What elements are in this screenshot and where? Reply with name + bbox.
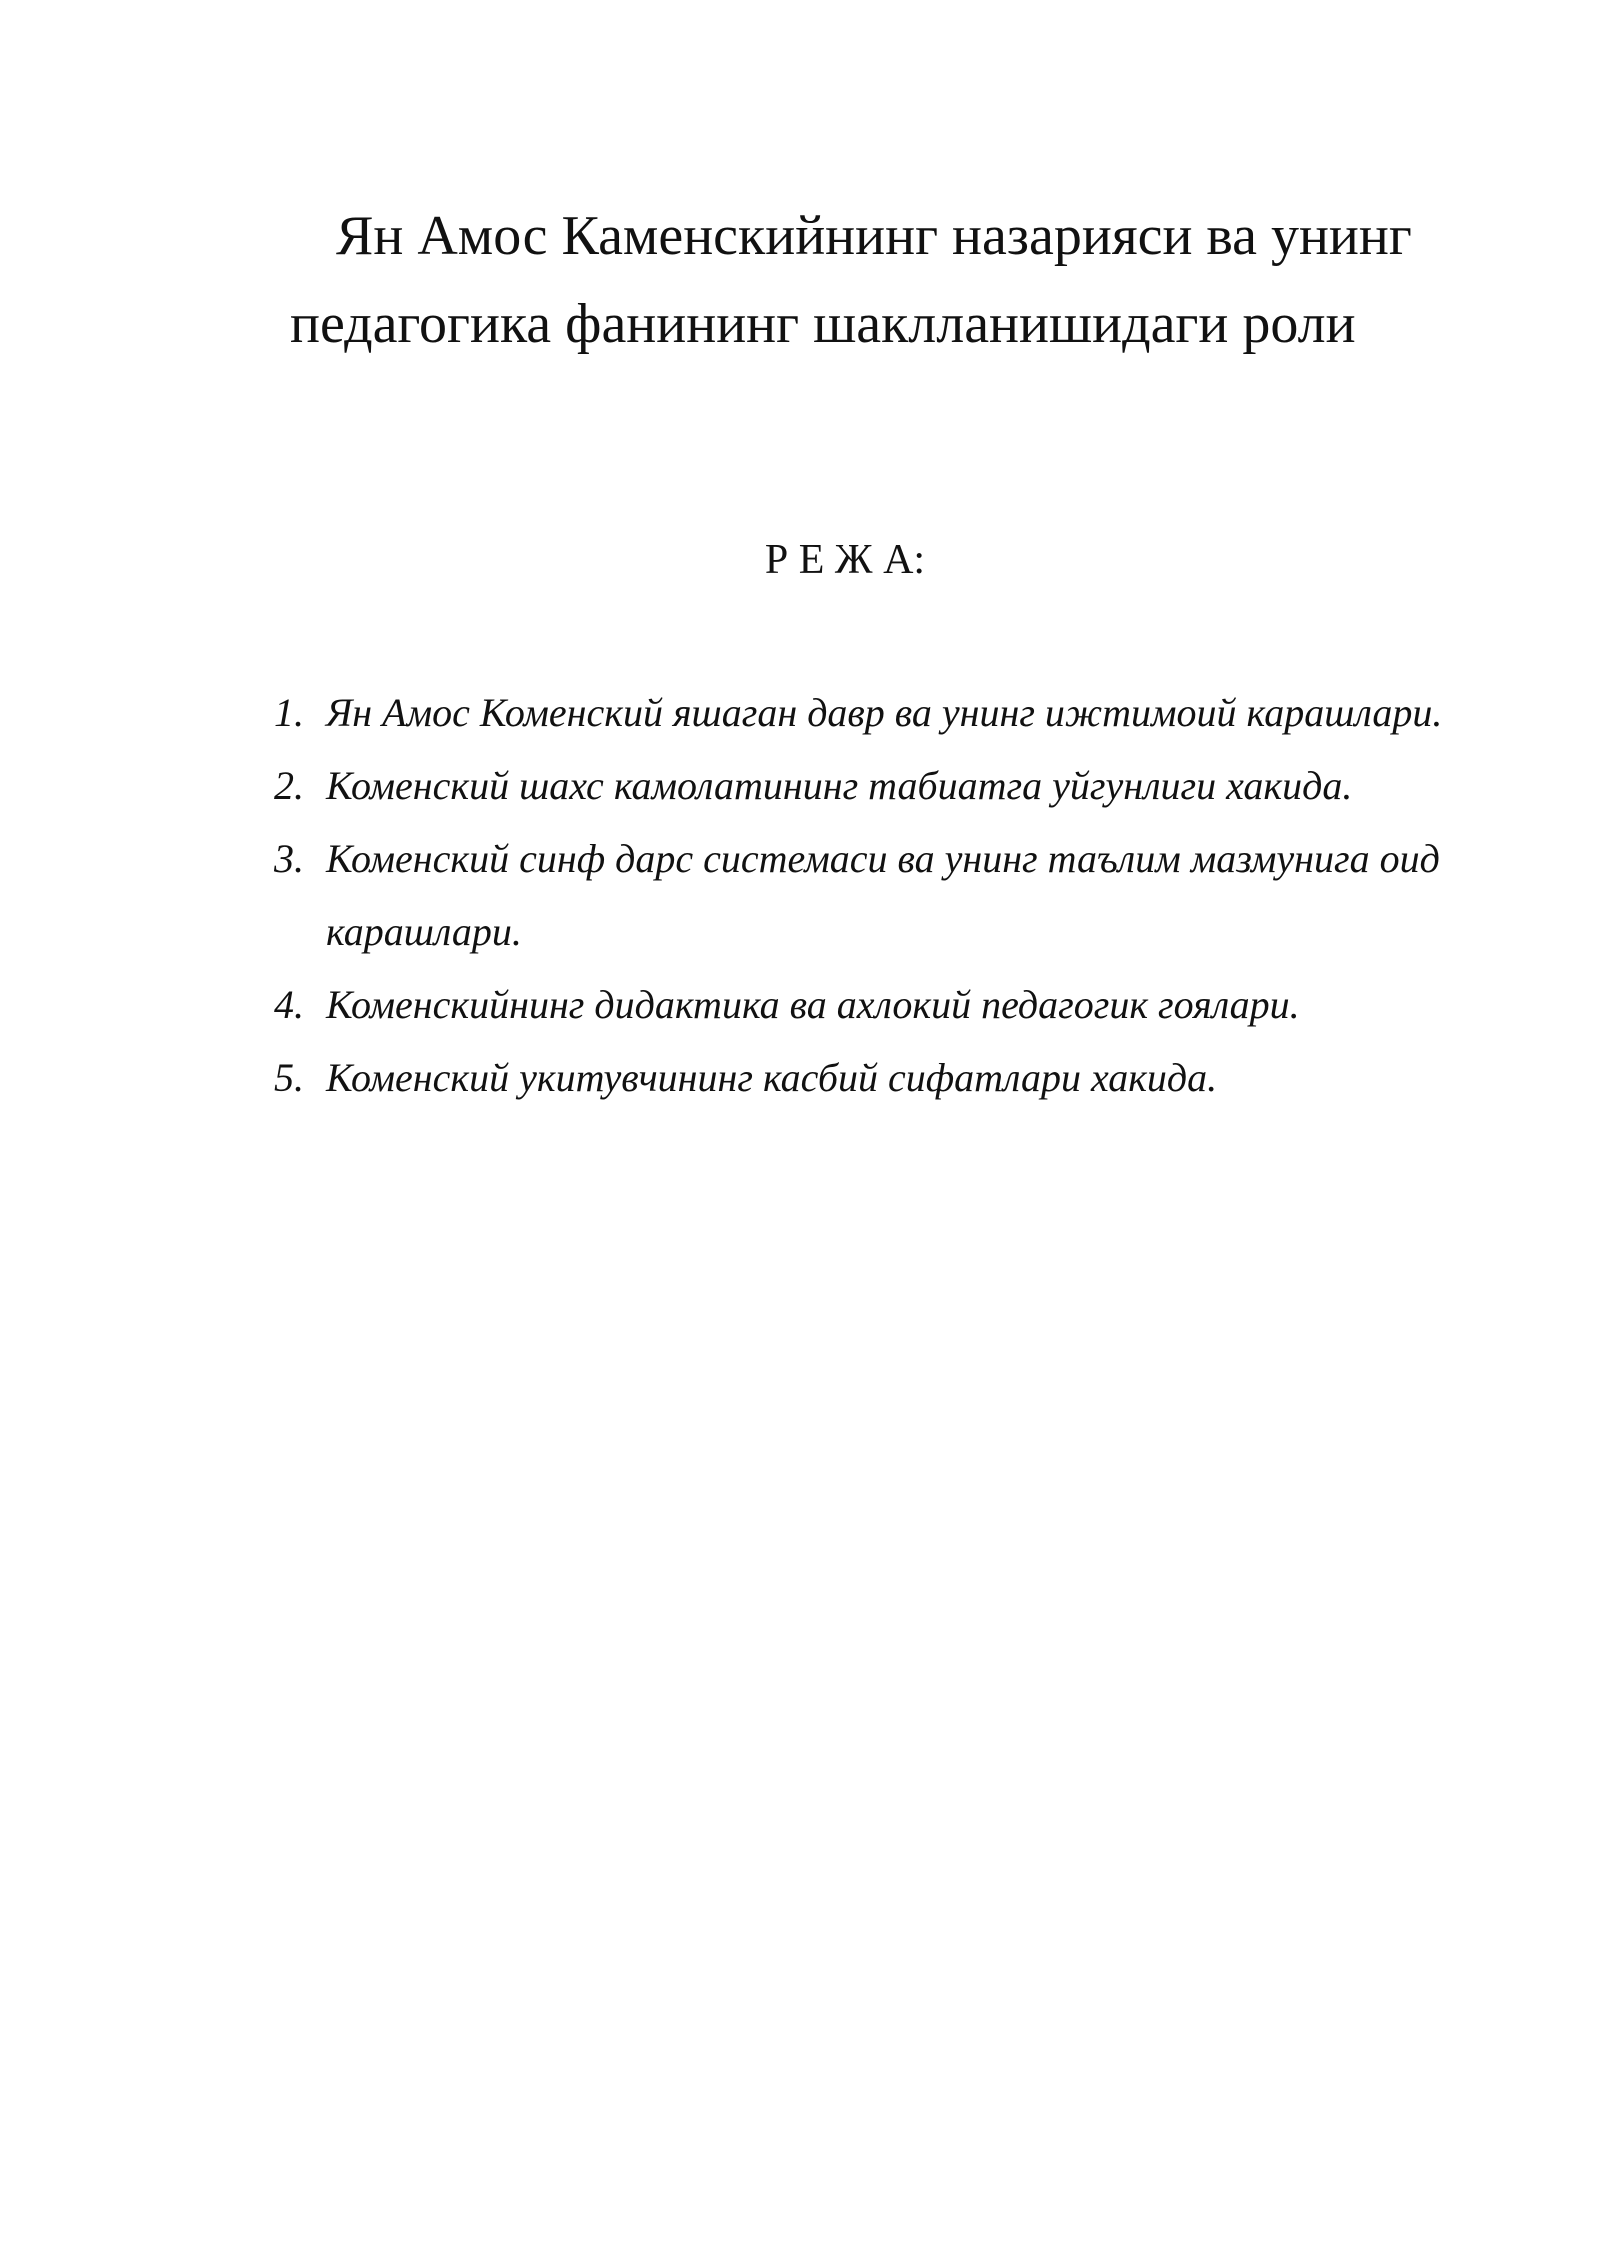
plan-heading [0, 528, 1600, 592]
plan-item-number: 1. [274, 690, 304, 735]
plan-item-number: 2. [274, 763, 304, 808]
document-title [290, 192, 1520, 368]
plan-item-text: Коменскийнинг дидактика ва ахлокий педагогик гоялари. [326, 982, 1300, 1027]
plan-heading-text: Р Е Ж А: [764, 537, 926, 583]
plan-list [274, 676, 1534, 1114]
document-title-line-2: педагогика фанининг шаклланишидаги роли [290, 293, 1356, 355]
plan-item-2 [274, 749, 1534, 822]
plan-item-5 [274, 1041, 1534, 1114]
plan-item-4 [274, 968, 1534, 1041]
plan-item-1 [274, 676, 1534, 749]
plan-item-text: Коменский укитувчининг касбий сифатлари хакида. [326, 1055, 1218, 1100]
plan-item-3 [274, 822, 1534, 968]
plan-item-text: Ян Амос Коменский яшаган давр ва унинг ижтимоий карашлари. [326, 690, 1443, 735]
plan-item-number: 4. [274, 982, 304, 1027]
plan-item-text: Коменский синф дарс системаси ва унинг таълим мазмунига оид карашлари. [326, 836, 1440, 954]
document-title-line-1: Ян Амос Каменскийнинг назарияси ва унинг [336, 205, 1412, 267]
plan-item-number: 3. [274, 836, 304, 881]
plan-item-number: 5. [274, 1055, 304, 1100]
plan-item-text: Коменский шахс камолатининг табиатга уйгунлиги хакида. [326, 763, 1353, 808]
